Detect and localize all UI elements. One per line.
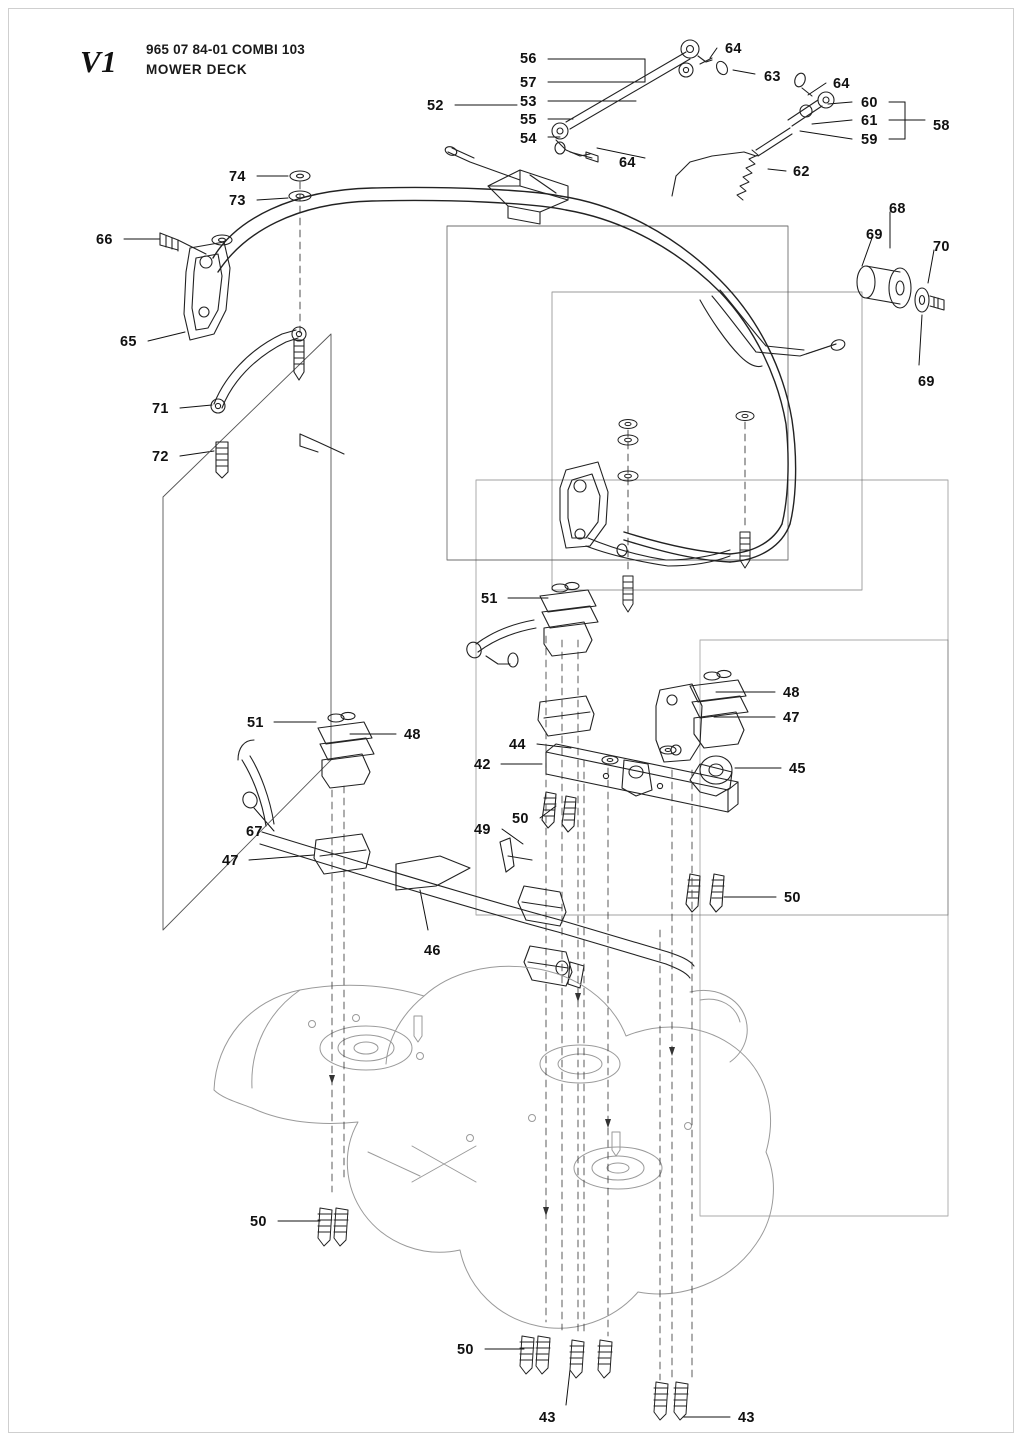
callout-52: 52 <box>427 98 444 114</box>
callout-49: 49 <box>474 822 491 838</box>
callout-56: 56 <box>520 51 537 67</box>
callout-46: 46 <box>424 943 441 959</box>
callout-50-d: 50 <box>457 1342 474 1358</box>
callout-48-b: 48 <box>404 727 421 743</box>
callout-51-a: 51 <box>481 591 498 607</box>
callout-69-b: 69 <box>918 374 935 390</box>
callout-59: 59 <box>861 132 878 148</box>
callout-69-a: 69 <box>866 227 883 243</box>
callout-70: 70 <box>933 239 950 255</box>
callout-44: 44 <box>509 737 526 753</box>
callout-64-a: 64 <box>725 41 742 57</box>
callout-47-b: 47 <box>222 853 239 869</box>
assembly-name: MOWER DECK <box>146 62 248 77</box>
callout-48-a: 48 <box>783 685 800 701</box>
callout-42: 42 <box>474 757 491 773</box>
callout-64-c: 64 <box>619 155 636 171</box>
part-code: 965 07 84-01 COMBI 103 <box>146 42 305 57</box>
sheet-version: V1 <box>80 44 118 79</box>
callout-57: 57 <box>520 75 537 91</box>
callout-65: 65 <box>120 334 137 350</box>
callout-50-a: 50 <box>512 811 529 827</box>
callout-73: 73 <box>229 193 246 209</box>
callout-53: 53 <box>520 94 537 110</box>
callout-61: 61 <box>861 113 878 129</box>
callout-47-a: 47 <box>783 710 800 726</box>
callout-60: 60 <box>861 95 878 111</box>
callout-55: 55 <box>520 112 537 128</box>
callout-72: 72 <box>152 449 169 465</box>
callout-51-b: 51 <box>247 715 264 731</box>
callout-50-c: 50 <box>250 1214 267 1230</box>
callout-62: 62 <box>793 164 810 180</box>
callout-50-b: 50 <box>784 890 801 906</box>
callout-45: 45 <box>789 761 806 777</box>
callout-66: 66 <box>96 232 113 248</box>
callout-63: 63 <box>764 69 781 85</box>
callout-68: 68 <box>889 201 906 217</box>
callout-74: 74 <box>229 169 246 185</box>
callout-54: 54 <box>520 131 537 147</box>
callout-58: 58 <box>933 118 950 134</box>
callout-43-a: 43 <box>539 1410 556 1426</box>
callout-71: 71 <box>152 401 169 417</box>
callout-64-b: 64 <box>833 76 850 92</box>
callout-43-b: 43 <box>738 1410 755 1426</box>
callout-67: 67 <box>246 824 263 840</box>
